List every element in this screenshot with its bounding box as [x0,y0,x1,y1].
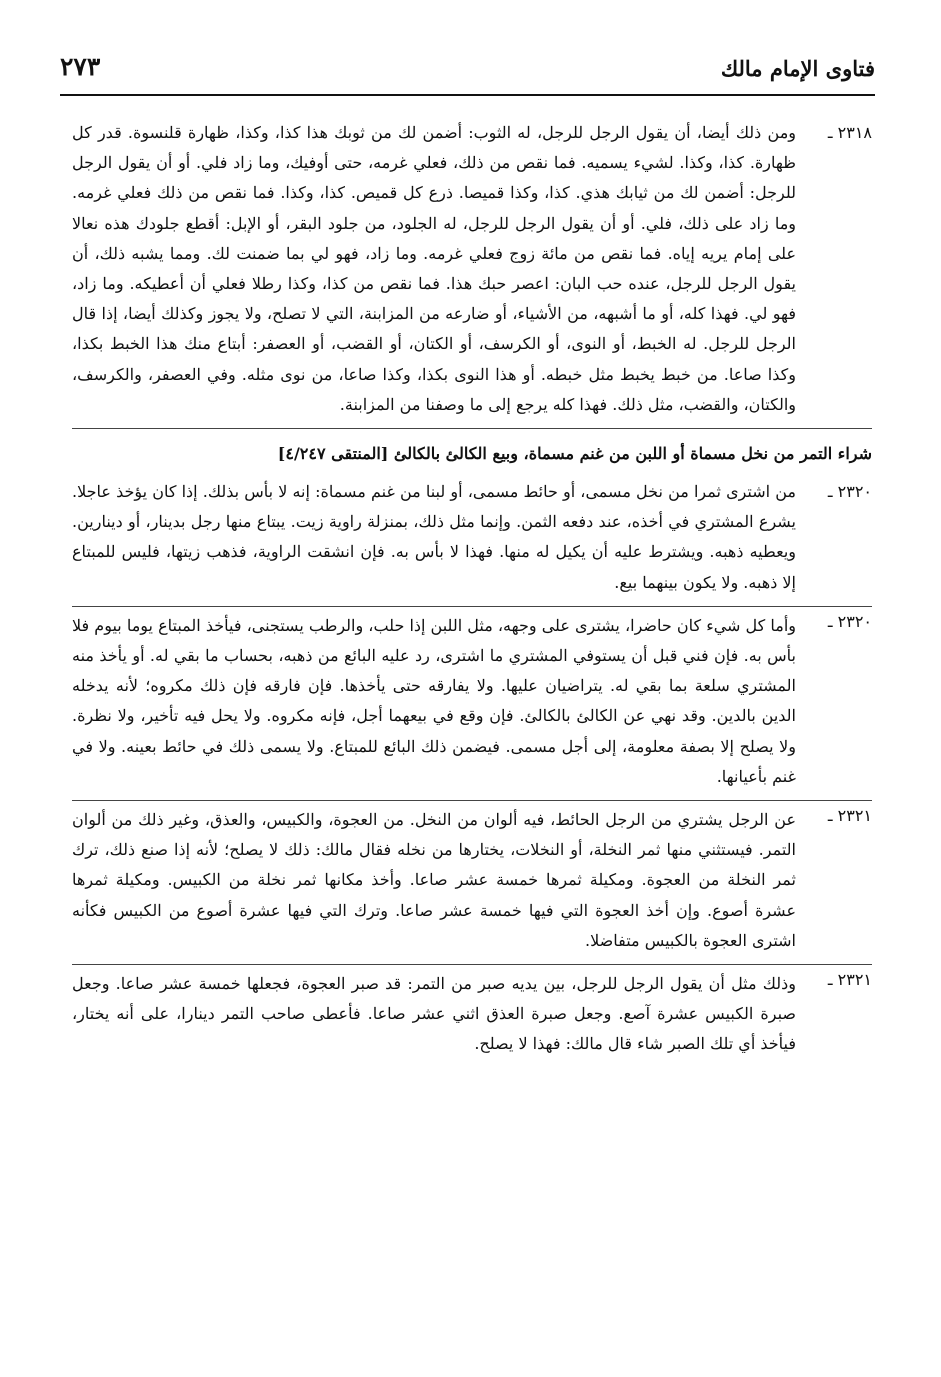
page-header [60,50,875,96]
entry-2318 [72,118,872,420]
running-title: فتاوى الإمام مالك [720,56,875,81]
entry-number: ٢٣٢٠ ـ [827,611,872,631]
entry-number: ٢٣٢٠ ـ [827,482,872,502]
entry-2320-a [72,477,872,598]
entry-number: ٢٣١٨ ـ [827,123,872,142]
entry-2321-a [72,800,872,956]
page-number: ٢٧٣ [60,52,101,81]
entry-text: ومن ذلك أيضا، أن يقول الرجل للرجل، له الثوب: أضمن لك من ثوبك هذا كذا، وكذا، ظهارة قلنسوة. قدر كل ظهارة. كذا، وكذا. لشيء يسميه. فما نقص من ذلك، فعلي غرمه، حتى أوفيك، وما زاد فلي. أو أن يقول الرجل للرجل: أضمن لك من ثيابك هذي. كذا، وكذا قميصا. ذرع كل قميص. كذا، وكذا. فما نقص من ذلك فعلي غرمه. وما زاد على ذلك، فلي. أو أن يقول الرجل للرجل، له الجلود، من جلود البقر، أو الإبل: أقطع جلودك هذه نعالا على إمام يريه إياه. فما نقص من مائة زوج فعلي غرمه. وما زاد، فهو لي بما ضمنت لك. ومما يشبه ذلك، أن يقول الرجل للرجل، عنده حب البان: اعصر حبك هذا. فما نقص من كذا، وكذا رطلا فعلي أن أعطيكه. وما زاد، فهو لي. فهذا كله، أو ما أشبهه، من الأشياء، أو ضارعه من المزابنة، التي لا تصلح، ولا يجوز وكذلك أيضا، إذا قال الرجل للرجل. له الخبط، أو النوى، أو الكرسف، أو الكتان، أو القضب، أو العصفر: أبتاع منك هذا الخبط بكذا، وكذا صاعا. من خبط يخبط مثل خبطه. أو هذا النوى بكذا، وكذا صاعا، من نوى مثله. وفي العصفر، والكرسف، والكتان، والقضب، مثل ذلك. فهذا كله يرجع إلى ما وصفنا من المزابنة. [72,123,797,414]
entry-text: وذلك مثل أن يقول الرجل للرجل، بين يديه صبر من التمر: قد صبر العجوة، فجعلها خمسة عشر صاعا. وجعل صبرة الكبيس عشرة آصع. وجعل صبرة العذق اثني عشر صاعا. فأعطى صاحب التمر دينارا، على أنه يختار، فيأخذ أي تلك الصبر شاء قال مالك: فهذا لا يصلح. [72,974,796,1054]
page-content [72,118,872,1068]
entry-number: ٢٣٢١ ـ [827,806,872,826]
entry-number: ٢٣٢١ ـ [827,970,872,990]
entry-text: عن الرجل يشتري من الرجل الحائط، فيه ألوان من النخل. من العجوة، والكبيس، والعذق، وغير ذلك من ألوان التمر. فيستثني منها ثمر النخلة، أو النخلات، يختارها من نخله فقال مالك: ذلك لا يصلح؛ لأنه إذا صنع ذلك، ترك ثمر النخلة من العجوة. ومكيلة ثمرها خمسة عشر صاعا. وأخذ مكانها ثمر نخلة من الكبيس. ومكيلة ثمرها عشرة أصوع. وإن أخذ العجوة التي فيها خمسة عشر صاعا. وترك التي فيها عشرة أصوع من الكبيس فكأنه اشترى العجوة بالكبيس متفاضلا. [72,810,797,950]
entry-text: وأما كل شيء كان حاضرا، يشترى على وجهه، مثل اللبن إذا حلب، والرطب يستجنى، فيأخذ المبتاع يوما بيوم فلا بأس به. فإن فني قبل أن يستوفي المشتري ما اشترى، رد عليه البائع من ذهبه، بحساب ما بقي له. أو يأخذ منه المشتري سلعة بما بقي له. يتراضيان عليها. ولا يفارقه حتى يأخذها. فإن فارقه فإن ذلك مكروه؛ لأنه يدخله الدين بالدين. وقد نهي عن الكالئ بالكالئ. فإن وقع في بيعهما أجل، فإنه مكروه. ولا يحل فيه تأخير، ولا نظرة. ولا يصلح إلا بصفة معلومة، إلى أجل مسمى. فيضمن ذلك البائع للمبتاع. ولا يسمى ذلك في حائط بعينه. ولا في غنم بأعيانها. [72,615,797,786]
entry-2321-b [72,964,872,1060]
entry-2320-b [72,606,872,792]
entry-text: من اشترى ثمرا من نخل مسمى، أو حائط مسمى، أو لبنا من غنم مسماة: إنه لا بأس بذلك. إذا كان يؤخذ عاجلا. يشرع المشتري في أخذه، عند دفعه الثمن. وإنما مثل ذلك، بمنزلة راوية زيت. يبتاع منها رجل بدينار، أو دينارين. ويعطيه ذهبه. ويشترط عليه أن يكيل له منها. فهذا لا بأس به. فإن انشقت الراوية، فذهب زيتها، فليس للمبتاع إلا ذهبه. ولا يكون بينهما بيع. [72,482,797,592]
section-heading: شراء التمر من نخل مسماة أو اللبن من غنم مسماة، وبيع الكالئ بالكالئ [المنتقى ٤/٢٤٧] [72,428,872,469]
